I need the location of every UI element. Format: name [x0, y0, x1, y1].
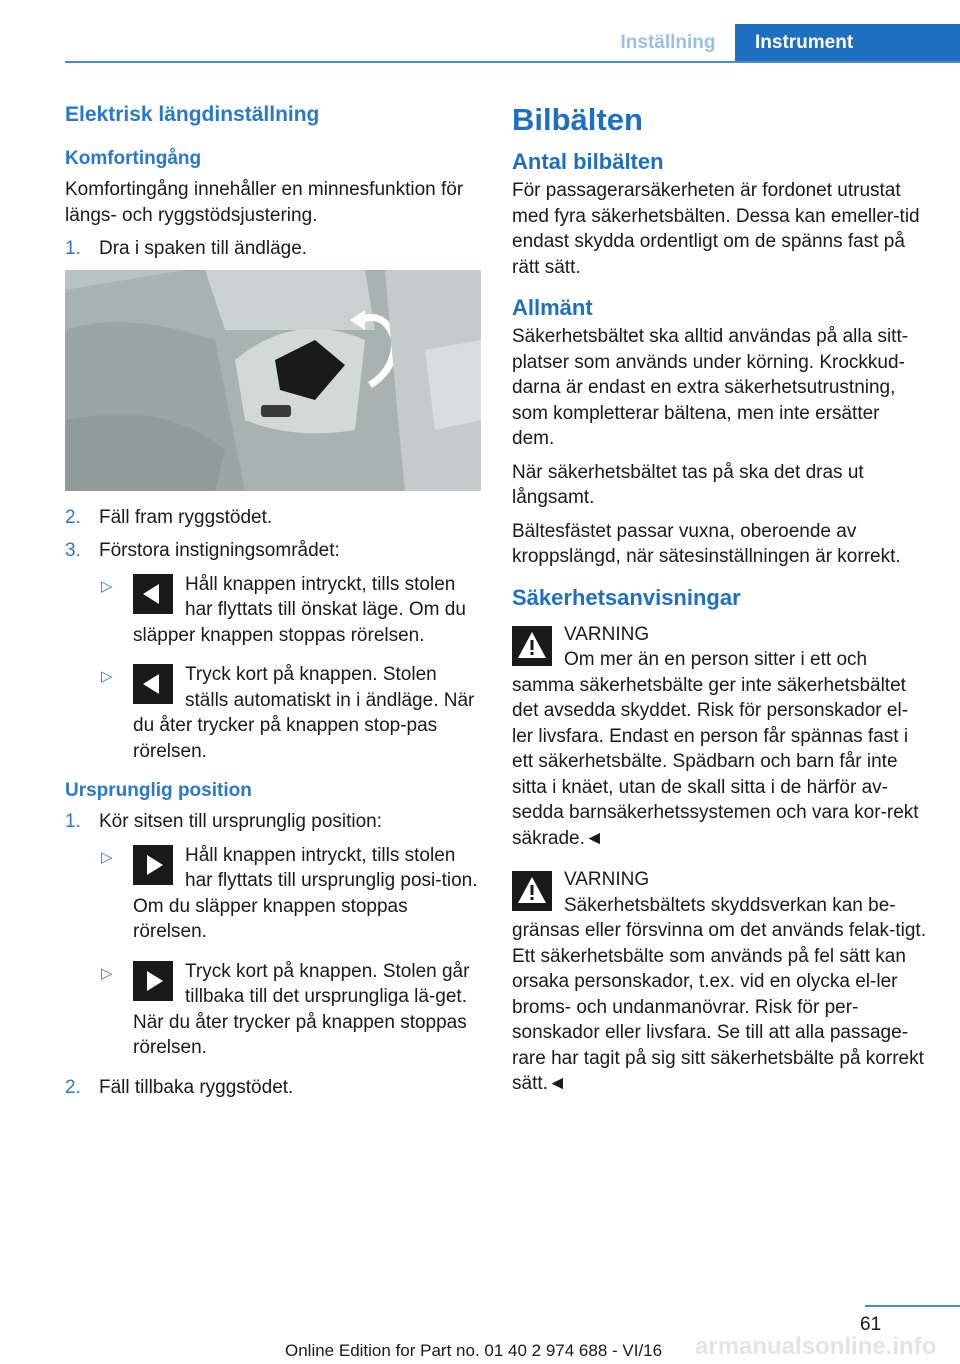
bullet-text: Håll knappen intryckt, tills stolen har flyttats till ursprunglig posi‐tion. Om du släpper knappen stoppas rörelsen. [133, 844, 478, 942]
subheading-ursprunglig: Ursprunglig position [65, 780, 252, 801]
header-tab-instrument[interactable]: Instrument [735, 24, 960, 63]
arrow-right-button-icon [133, 961, 173, 1001]
step-text: Fäll tillbaka ryggstödet. [99, 1076, 294, 1098]
bullet-text: Tryck kort på knappen. Stolen går tillbaka till det ursprungliga lä‐get. När du åter trycker på knappen stoppas rörelsen. [133, 960, 470, 1058]
komfortingang-text: Komfortingång innehåller en minnesfunktion för längs- och ryggstödsjustering. [65, 179, 464, 226]
arrow-left-button-icon [133, 664, 173, 704]
warning-text: Om mer än en person sitter i ett och samma säkerhetsbälte ger inte säkerhetsbältet det avsedda skyddet. Risk för personskador el‐ler livsfara. Endast en person får spännas fast i ett säkerhetsbälte. Spädbarn och barn får inte sitta i knäet, utan de skall sitta i de härför av‐sedda barnsäkerhetssystemen och vara kor‐rekt säkrade.◄ [512, 649, 919, 849]
step-text: Dra i spaken till ändläge. [99, 238, 308, 259]
allmant-paragraph: När säkerhetsbältet tas på ska det dras ut långsamt. [512, 461, 864, 508]
page-title-bilbalten: Bilbälten [512, 102, 643, 137]
warning-label: VARNING [564, 623, 650, 645]
bullet-item [99, 843, 481, 945]
arrow-right-button-icon [133, 845, 173, 885]
left-column [65, 100, 481, 1108]
right-column [512, 100, 926, 1113]
step-number: 1. [65, 238, 81, 259]
bullet-item [99, 572, 481, 649]
step-text: Förstora instigningsområdet: [99, 540, 340, 561]
heading-allmant: Allmänt [512, 295, 593, 320]
warning-block [512, 867, 926, 1097]
allmant-paragraph: Säkerhetsbältet ska alltid användas på alla sitt‐platser som används under körning. Krockkud‐darna är endast en extra säkerhetsutrustning, som kompletterar bältena, men inte ersätter dem. [512, 326, 909, 449]
arrow-left-button-icon [133, 574, 173, 614]
page-number: 61 [860, 1314, 882, 1335]
step-number: 3. [65, 540, 81, 561]
step-number: 1. [65, 811, 81, 832]
subheading-komfortingang: Komfortingång [65, 148, 202, 169]
bullet-item [99, 662, 481, 764]
warning-text: Säkerhetsbältets skyddsverkan kan be‐gränsas eller försvinna om det används felak‐tigt. Ett säkerhetsbälte som används på fel sätt kan orsaka personskador, t.ex. vid en olycka el‐ler broms- och undanmanövrar. Risk för per‐sonskador eller livsfara. Se till att alla passage‐rare har tagit på sig sitt säkerhetsbälte på korrekt sätt.◄ [512, 894, 926, 1094]
seat-lever-illustration [65, 270, 481, 491]
step-number: 2. [65, 1076, 81, 1098]
antal-text: För passagerarsäkerheten är fordonet utrustat med fyra säkerhetsbälten. Dessa kan emeller‐tid endast skydda ordentligt om de spänns fast på rätt sätt. [512, 180, 920, 278]
allmant-paragraph: Bältesfästet passar vuxna, oberoende av kroppslängd, när sätesinställningen är korrekt. [512, 520, 901, 567]
heading-sakerhetsanvisningar: Säkerhetsanvisningar [512, 584, 741, 610]
header-tab-installning[interactable]: Inställning [620, 32, 716, 53]
step-text: Fäll fram ryggstödet. [99, 506, 273, 528]
bullet-triangle-icon: ▷ [101, 848, 113, 866]
seat-lever-photo [65, 270, 481, 491]
bullet-text: Tryck kort på knappen. Stolen ställs automatiskt in i ändläge. När du åter trycker på knappen stop‐pas rörelsen. [133, 664, 475, 762]
bullet-triangle-icon: ▷ [101, 577, 113, 595]
section-title-elektrisk: Elektrisk längdinställning [65, 103, 320, 126]
bullet-item [99, 959, 481, 1061]
step-item [65, 236, 481, 262]
bullet-triangle-icon: ▷ [101, 964, 113, 982]
bullet-text: Håll knappen intryckt, tills stolen har flyttats till önskat läge. Om du släpper knappen stoppas rörelsen. [133, 573, 466, 646]
warning-triangle-icon [512, 871, 552, 911]
step-text: Kör sitsen till ursprunglig position: [99, 811, 383, 832]
warning-block [512, 622, 926, 852]
warning-triangle-icon [512, 626, 552, 666]
bullet-triangle-icon: ▷ [101, 668, 113, 685]
warning-label: VARNING [564, 869, 650, 890]
step-number: 2. [65, 506, 81, 528]
header-divider [65, 61, 960, 63]
step-item [65, 505, 481, 531]
step-item [65, 1075, 481, 1101]
step-item [65, 809, 481, 835]
step-item [65, 538, 481, 564]
watermark-text: armanualsonline.info [695, 1333, 937, 1360]
footer-divider [865, 1305, 960, 1307]
online-edition-text: Online Edition for Part no. 01 40 2 974 688 - VI/16 [285, 1341, 663, 1360]
heading-antal-bilbalten: Antal bilbälten [512, 149, 664, 174]
